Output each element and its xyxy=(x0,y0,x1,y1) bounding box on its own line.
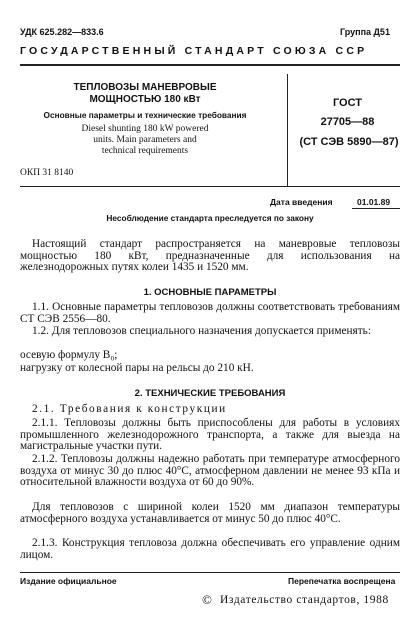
para-2-1-2-b: Для тепловозов с шириной колеи 1520 мм диапазон температуры атмосферного воздуха устанавливается от минус 50 до плюс 40°С. xyxy=(20,501,400,525)
para-2-1-3: 2.1.3. Конструкция тепловоза должна обеспечивать его управление одним лицом. xyxy=(20,537,400,561)
udk-code: УДК 625.282—833.6 xyxy=(20,27,104,37)
group-code: Группа Д51 xyxy=(340,27,390,37)
title-divider xyxy=(287,74,288,186)
title-en-1: Diesel shunting 180 kW powered xyxy=(81,124,209,134)
title-line-1: ТЕПЛОВОЗЫ МАНЕВРОВЫЕ xyxy=(73,82,217,93)
para-2-1-1: 2.1.1. Тепловозы должны быть приспособлены для работы в условиях промышленного железнодорожного транспорта, а также для выезда на магистральные участки пути. xyxy=(20,417,400,453)
law-notice: Несоблюдение стандарта преследуется по закону xyxy=(106,213,314,223)
title-en-2: units. Main parameters and xyxy=(93,135,197,145)
reprint-notice: Перепечатка воспрещена xyxy=(288,576,396,586)
header-rule xyxy=(20,64,400,66)
title-subtitle: Основные параметры и технические требования xyxy=(43,110,247,120)
official-edition: Издание официальное xyxy=(20,576,117,586)
date-value: 01.01.89 xyxy=(357,197,391,207)
section-2-heading: 2. ТЕХНИЧЕСКИЕ ТРЕБОВАНИЯ xyxy=(134,388,286,399)
para-1-2: 1.2. Для тепловозов специального назначения допускается применять: xyxy=(32,325,371,337)
para-1-1: 1.1. Основные параметры тепловозов должны соответствовать требованиям СТ СЭВ 2556—80. xyxy=(20,301,400,325)
footer-rule xyxy=(20,572,400,573)
copyright-text: Издательство стандартов, 1988 xyxy=(220,594,389,606)
title-line-2: МОЩНОСТЬЮ 180 кВт xyxy=(89,94,201,105)
title-bottom-rule xyxy=(20,186,400,187)
copyright-icon: © xyxy=(202,592,212,607)
intro-paragraph: Настоящий стандарт распространяется на маневровые тепловозы мощностью 180 кВт, предназначенные для использования на железнодорожных путях колеи 1435 и 1520 мм. xyxy=(20,238,400,274)
gost-number: 27705—88 xyxy=(320,116,375,128)
section-1-heading: 1. ОСНОВНЫЕ ПАРАМЕТРЫ xyxy=(143,287,277,298)
para-1-2-b: нагрузку от колесной пары на рельсы до 210 кН. xyxy=(20,362,254,374)
standard-banner: ГОСУДАРСТВЕННЫЙ СТАНДАРТ СОЮЗА ССР xyxy=(20,45,368,57)
gost-label: ГОСТ xyxy=(332,97,363,109)
date-label: Дата введения xyxy=(270,197,333,207)
okp-code: ОКП 31 8140 xyxy=(20,168,74,178)
date-underline xyxy=(352,208,400,209)
title-en-3: technical requirements xyxy=(101,146,189,156)
subsection-2-1: 2.1. Требования к конструкции xyxy=(32,403,227,415)
para-2-1-2: 2.1.2. Тепловозы должны надежно работать при температуре атмосферного воздуха от минус 30 до плюс 40°С, атмосферном давлении не менее 93 кПа и относительной влажности воздуха от 60 до 90%. xyxy=(20,453,400,489)
para-1-2-a: осевую формулу B₀; xyxy=(20,349,118,361)
sev-number: (СТ СЭВ 5890—87) xyxy=(299,136,399,148)
